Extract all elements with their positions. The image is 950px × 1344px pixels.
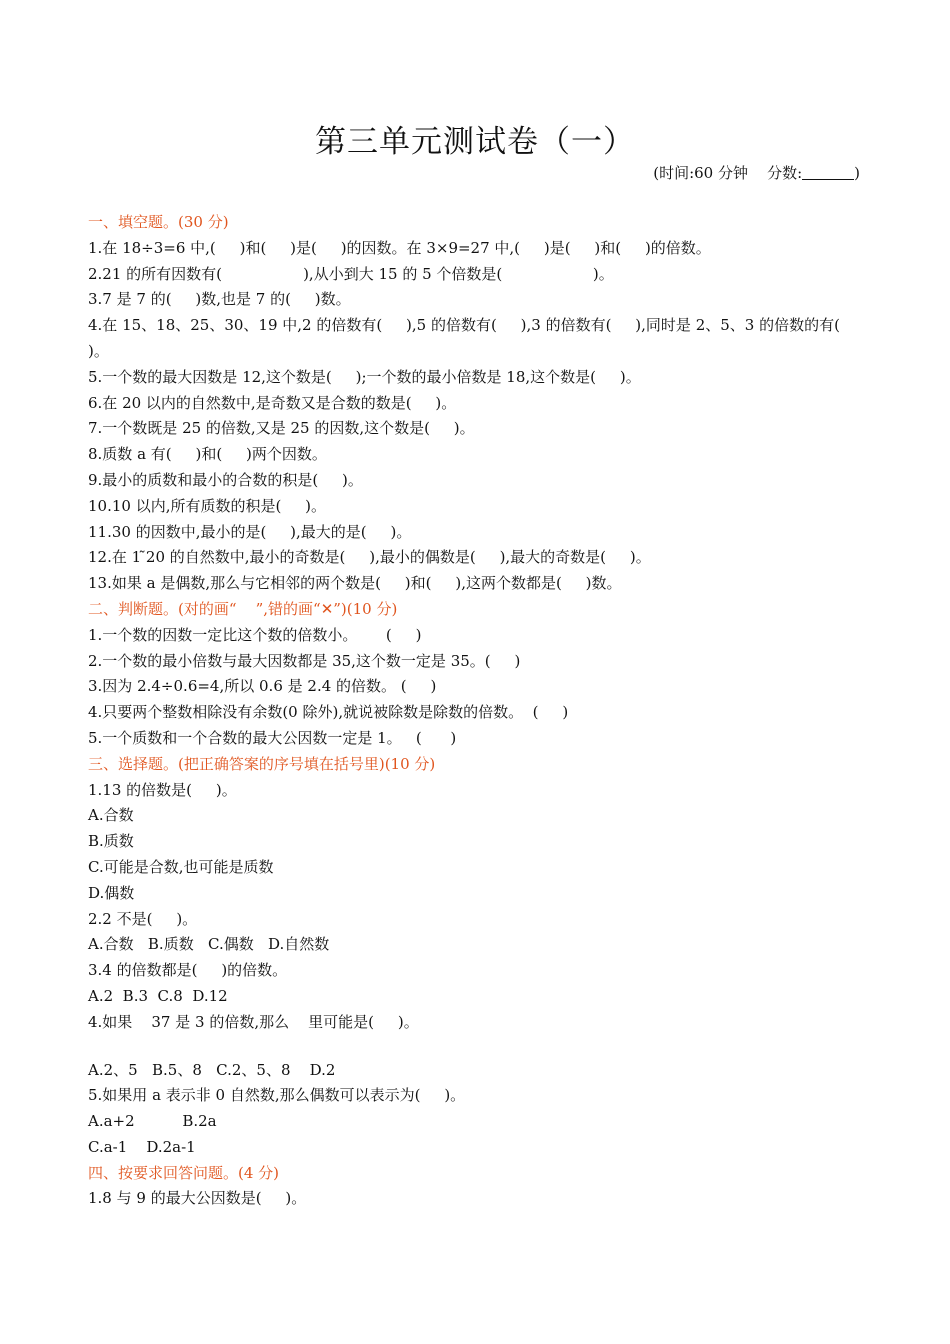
question-line: 13.如果 a 是偶数,那么与它相邻的两个数是( )和( ),这两个数都是( )数。 (88, 574, 622, 593)
question-line: 6.在 20 以内的自然数中,是奇数又是合数的数是( )。 (88, 393, 457, 412)
question-line: 4.在 15、18、25、30、19 中,2 的倍数有( ),5 的倍数有( ),3 的倍数有( ),同时是 2、5、3 的倍数的有( )。 (88, 316, 864, 360)
question-line: 11.30 的因数中,最小的是( ),最大的是( )。 (88, 522, 412, 541)
question-line: 5.一个数的最大因数是 12,这个数是( );一个数的最小倍数是 18,这个数是( )。 (88, 367, 641, 386)
section-heading: 三、选择题。(把正确答案的序号填在括号里)(10 分) (88, 754, 436, 773)
option-line: A.a+2 B.2a (88, 1112, 217, 1131)
option-line: B.质数 (88, 832, 134, 851)
option-line: C.a-1 D.2a-1 (88, 1137, 196, 1156)
option-line: A.合数 B.质数 C.偶数 D.自然数 (88, 935, 330, 954)
question-line: 5.一个质数和一个合数的最大公因数一定是 1。 ( ) (88, 728, 457, 747)
section-heading: 一、填空题。(30 分) (88, 213, 229, 231)
question-line: 2.21 的所有因数有( ),从小到大 15 的 5 个倍数是( )。 (88, 264, 614, 283)
question-line: 4.只要两个整数相除没有余数(0 除外),就说被除数是除数的倍数。 ( ) (88, 703, 569, 722)
option-line: A.合数 (88, 806, 134, 825)
score-blank[interactable] (802, 165, 854, 180)
question-line: 5.如果用 a 表示非 0 自然数,那么偶数可以表示为( )。 (88, 1086, 466, 1105)
score-label: 分数: (767, 164, 803, 182)
question-line: 1.8 与 9 的最大公因数是( )。 (88, 1189, 307, 1208)
question-line: 12.在 1 ̃20 的自然数中,最小的奇数是( ),最小的偶数是( ),最大的奇数是( )。 (88, 548, 651, 567)
exam-meta (653, 162, 860, 183)
question-line: 2.2 不是( )。 (88, 909, 198, 928)
question-line: 4.如果 37 是 3 的倍数,那么 里可能是( )。 (88, 1012, 419, 1031)
question-line: 1.一个数的因数一定比这个数的倍数小。 ( ) (88, 625, 422, 644)
meta-close: ) (854, 164, 860, 182)
question-line: 1.13 的倍数是( )。 (88, 780, 237, 799)
blank-spacer (88, 1036, 868, 1058)
question-line: 3.4 的倍数都是( )的倍数。 (88, 961, 288, 980)
worksheet-content (88, 210, 868, 1212)
option-line: A.2、5 B.5、8 C.2、5、8 D.2 (88, 1060, 336, 1079)
option-line: C.可能是合数,也可能是质数 (88, 857, 274, 876)
section-heading: 四、按要求回答问题。(4 分) (88, 1163, 280, 1182)
page-title: 第三单元测试卷（一） (315, 124, 635, 160)
question-line: 8.质数 a 有( )和( )两个因数。 (88, 445, 327, 464)
time-limit: (时间:60 分钟 (653, 164, 748, 182)
section-heading: 二、判断题。(对的画“ ”,错的画“✕”)(10 分) (88, 599, 398, 618)
question-line: 3.因为 2.4÷0.6=4,所以 0.6 是 2.4 的倍数。 ( ) (88, 677, 437, 696)
question-line: 2.一个数的最小倍数与最大因数都是 35,这个数一定是 35。( ) (88, 651, 521, 670)
option-line: D.偶数 (88, 883, 135, 902)
question-line: 9.最小的质数和最小的合数的积是( )。 (88, 470, 363, 489)
question-line: 10.10 以内,所有质数的积是( )。 (88, 496, 327, 515)
option-line: A.2 B.3 C.8 D.12 (88, 986, 228, 1005)
question-line: 3.7 是 7 的( )数,也是 7 的( )数。 (88, 290, 351, 309)
question-line: 1.在 18÷3=6 中,( )和( )是( )的因数。在 3×9=27 中,( )是( )和( )的倍数。 (88, 238, 711, 257)
question-line: 7.一个数既是 25 的倍数,又是 25 的因数,这个数是( )。 (88, 419, 475, 438)
